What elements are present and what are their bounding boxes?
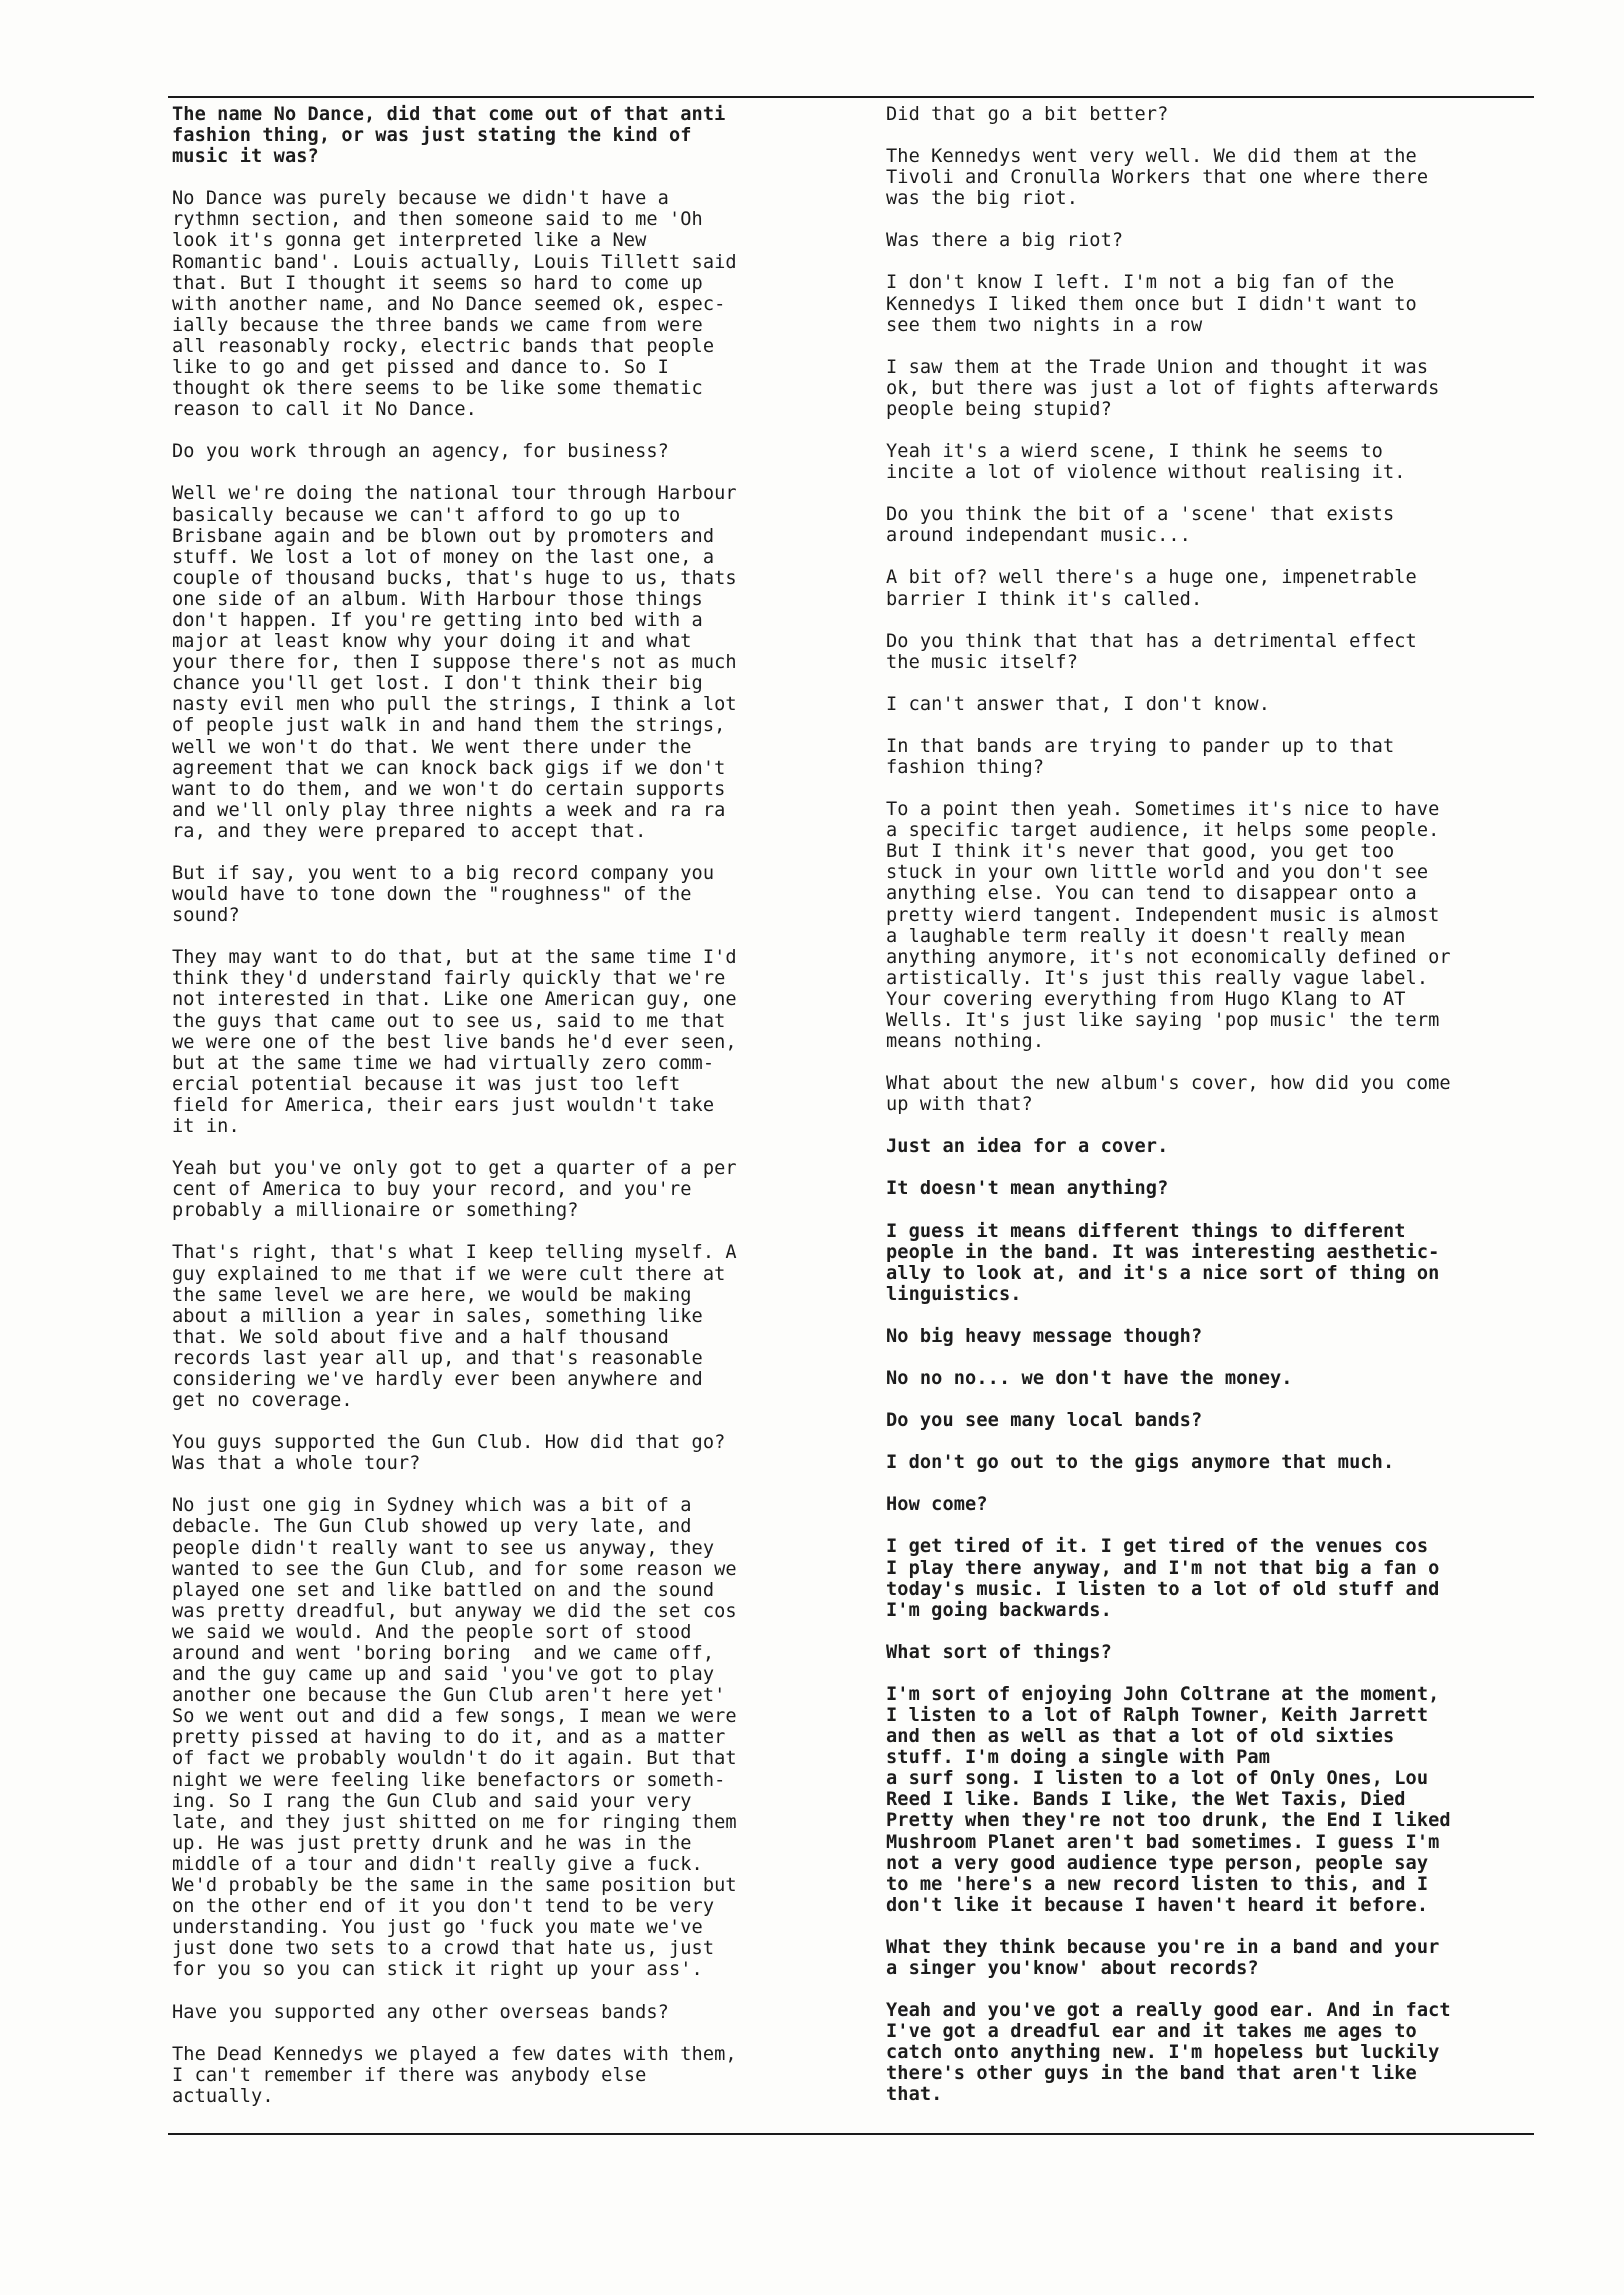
interview-paragraph: Do you see many local bands?: [886, 1410, 1203, 1432]
interview-paragraph: I saw them at the Trade Union and thought it was ok, but there was just a lot of fights afterwards people being stupid?: [886, 356, 1440, 420]
interview-paragraph: A bit of? well there's a huge one, impenetrable barrier I think it's called.: [886, 567, 1417, 610]
interview-paragraph: That's right, that's what I keep telling myself. A guy explained to me that if we were cult there at the same level we are here, we would be making about a million a year in sales, something like that. We sold about five and a half thousand records last year all up, and that's reasonable considering we've hardly ever been anywhere and get no coverage.: [172, 1242, 737, 1412]
interview-paragraph: What about the new album's cover, how did you come up with that?: [886, 1073, 1451, 1116]
interview-paragraph: Well we're doing the national tour through Harbour basically because we can't afford to go up to Brisbane again and be blown out by promoters and stuff. We lost a lot of money on the last one, a couple of thousand bucks, that's huge to us, thats one side of an album. With Harbour those things don't happen. If you're getting into bed with a major at least know why your doing it and what your there for, then I suppose there's not as much chance you'll get lost. I don't think their big nasty evil men who pull the strings, I think a lot of people just walk in and hand them the strings, well we won't do that. We went there under the agreement that we can knock back gigs if we don't want to do them, and we won't do certain supports and we'll only play three nights a week and ra ra ra, and they were prepared to accept that.: [172, 483, 737, 842]
interview-paragraph: I get tired of it. I get tired of the venues cos I play there anyway, and I'm not that big a fan o today's music. I listen to a lot of old stuff and I'm going backwards.: [886, 1536, 1440, 1621]
interview-paragraph: I can't answer that, I don't know.: [886, 693, 1271, 715]
interview-paragraph: The Dead Kennedys we played a few dates with them, I can't remember if there was anybody else actually.: [172, 2043, 737, 2107]
top-rule: [168, 96, 1534, 98]
bottom-rule: [168, 2133, 1534, 2135]
interview-paragraph: No just one gig in Sydney which was a bit of a debacle. The Gun Club showed up very late, and people didn't really want to see us anyway, they wanted to see the Gun Club, and for some reason we played one set and like battled on and the sound was pretty dreadful, but anyway we did the set cos we said we would. And the people sort of stood around and went 'boring boring and we came off, and the guy came up and said 'you've got to play another one because the Gun Club aren't here yet' So we went out and did a few songs, I mean we were pretty pissed at having to do it, and as a matter of fact we probably wouldn't do it again. But that night we were feeling like benefactors or someth- ing. So I rang the Gun Club and said your very late, and they just shitted on me for ringing them up. He was just pretty drunk and he was in the middle of a tour and didn't really give a fuck. We'd probably be the same in the same position but on the other end of it you don't tend to be very understanding. You just go 'fuck you mate we've just done two sets to a crowd that hate us, just for you so you can stick it right up your ass'.: [172, 1495, 737, 1981]
right-column: [886, 104, 1546, 2127]
interview-paragraph: I don't know I left. I'm not a big fan of the Kennedys I liked them once but I didn't want to see them two nights in a row: [886, 272, 1417, 336]
interview-paragraph: Yeah but you've only got to get a quarter of a per cent of America to buy your record, and you're probably a millionaire or something?: [172, 1158, 737, 1222]
interview-paragraph: What sort of things?: [886, 1641, 1112, 1663]
interview-paragraph: I guess it means different things to different people in the band. It was interesting aesthetic- ally to look at, and it's a nice sort of thing on linguistics.: [886, 1220, 1440, 1305]
interview-paragraph: Do you work through an agency, for business?: [172, 441, 669, 463]
interview-paragraph: I'm sort of enjoying John Coltrane at the moment, I listen to a lot of Ralph Towner, Keith Jarrett and then as well as that a lot of old sixties stuff. I'm doing a single with Pam a surf song. I listen to a lot of Only Ones, Lou Reed I like. Bands I like, the Wet Taxis, Died Pretty when they're not too drunk, the End I liked Mushroom Planet aren't bad sometimes. I guess I'm not a very good audience type person, people say to me 'here's a new record listen to this, and I don't like it because I haven't heard it before.: [886, 1683, 1451, 1916]
interview-paragraph: They may want to do that, but at the same time I'd think they'd understand fairly quickly that we're not interested in that. Like one American guy, one the guys that came out to see us, said to me that we were one of the best live bands he'd ever seen, but at the same time we had virtually zero comm- ercial potential because it was just too left field for America, their ears just wouldn't take it in.: [172, 947, 737, 1138]
left-column: [172, 104, 852, 2128]
interview-paragraph: The name No Dance, did that come out of that anti fashion thing, or was just stating the kind of music it was?: [172, 104, 726, 168]
interview-paragraph: Yeah it's a wierd scene, I think he seems to incite a lot of violence without realising it.: [886, 441, 1406, 484]
interview-paragraph: To a point then yeah. Sometimes it's nice to have a specific target audience, it helps some people. But I think it's never that good, you get too stuck in your own little world and you don't see anything else. You can tend to disappear onto a pretty wierd tangent. Independent music is almost a laughable term really it doesn't really mean anything anymore, it's not economically defined or artistically. It's just this really vague label. Your covering everything from Hugo Klang to AT Wells. It's just like saying 'pop music' the term means nothing.: [886, 799, 1451, 1053]
interview-paragraph: No no no... we don't have the money.: [886, 1368, 1293, 1390]
interview-paragraph: Just an idea for a cover.: [886, 1136, 1169, 1158]
interview-paragraph: In that bands are trying to pander up to that fashion thing?: [886, 735, 1395, 778]
interview-paragraph: I don't go out to the gigs anymore that much.: [886, 1452, 1395, 1474]
interview-paragraph: Was there a big riot?: [886, 230, 1124, 252]
interview-paragraph: No Dance was purely because we didn't have a rythmn section, and then someone said to me 'Oh look it's gonna get interpreted like a New Romantic band'. Louis actually, Louis Tillett said that. But I thought it seems so hard to come up with another name, and No Dance seemed ok, espec- ially because the three bands we came from were all reasonably rocky, electric bands that people like to go and get pissed and dance to. So I thought ok there seems to be like some thematic reason to call it No Dance.: [172, 188, 737, 421]
interview-paragraph: Have you supported any other overseas bands?: [172, 2001, 669, 2023]
interview-paragraph: You guys supported the Gun Club. How did that go? Was that a whole tour?: [172, 1432, 726, 1475]
interview-paragraph: How come?: [886, 1494, 988, 1516]
interview-paragraph: Do you think the bit of a 'scene' that exists around independant music...: [886, 504, 1395, 547]
interview-paragraph: What they think because you're in a band and your a singer you'know' about records?: [886, 1936, 1440, 1979]
interview-paragraph: Do you think that that has a detrimental effect the music itself?: [886, 630, 1417, 673]
interview-paragraph: It doesn't mean anything?: [886, 1178, 1169, 1200]
interview-paragraph: But if say, you went to a big record company you would have to tone down the "roughness" of the sound?: [172, 863, 715, 927]
interview-paragraph: No big heavy message though?: [886, 1325, 1203, 1347]
interview-paragraph: Did that go a bit better?: [886, 104, 1169, 125]
interview-paragraph: The Kennedys went very well. We did them at the Tivoli and Cronulla Workers that one where there was the big riot.: [886, 146, 1429, 210]
interview-paragraph: Yeah and you've got a really good ear. And in fact I've got a dreadful ear and it takes me ages to catch onto anything new. I'm hopeless but luckily there's other guys in the band that aren't like that.: [886, 2000, 1451, 2106]
